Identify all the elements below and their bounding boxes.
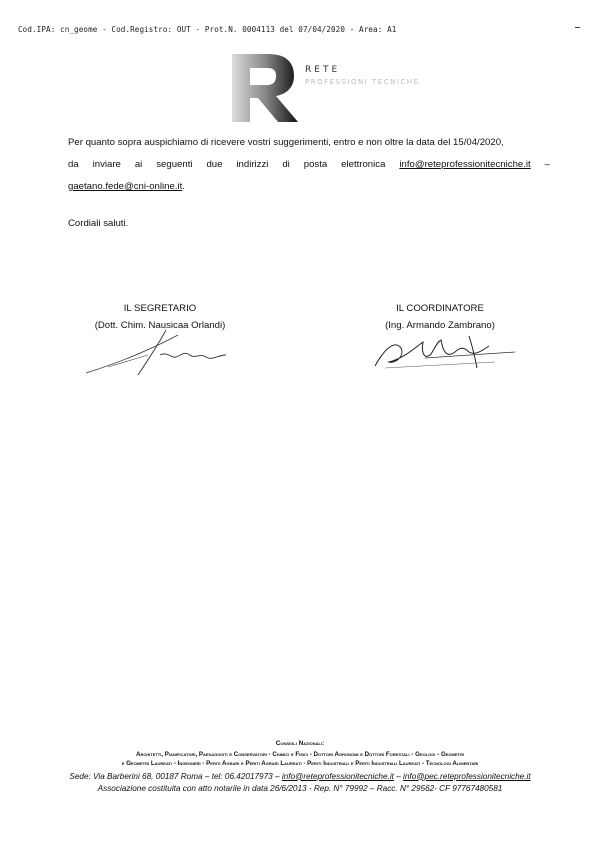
logo-subtitle: PROFESSIONI TECNICHE [305,78,420,86]
footer-title: Consigli Nazionali: [275,740,325,747]
corner-mark [575,27,580,28]
coordinator-role: IL COORDINATORE [396,303,484,314]
body-paragraph-line3 [68,181,550,193]
closing-greeting: Cordiali saluti. [68,218,129,229]
body-paragraph-line1: Per quanto sopra auspichiamo di ricevere vostri suggerimenti, entro e non oltre la data del 15/04/2020, [68,137,504,148]
footer-association: Associazione costituita con atto notarile in data 26/6/2013 - Rep. N° 79992 – Racc. N° 29562- CF 97767480581 [97,783,503,793]
email-link-rete[interactable]: info@reteprofessionitecniche.it [399,159,531,170]
secretary-role: IL SEGRETARIO [123,303,197,314]
body-dash: – [544,159,551,170]
signature-block-coordinator [340,303,540,331]
footer-councils-line1: Architetti, Pianificatori, Paesaggisti e Conservatori - Chimici e Fisici - Dottori Agronomi e Dottori Forestali - Geologi - Geometri [136,751,464,758]
logo-word: RETE [305,65,341,75]
body-period: . [182,181,185,192]
secretary-signature-icon [78,325,238,380]
footer-pec-link[interactable]: info@pec.reteprofessionitecniche.it [403,771,531,781]
letterhead-footer [0,740,600,795]
footer-address [0,771,600,783]
footer-email-link[interactable]: info@reteprofessionitecniche.it [281,771,394,781]
footer-address-prefix: Sede: Via Barberini 68, 00187 Roma – tel: 06.42017973 – [69,771,280,781]
rete-r-logo-icon [210,48,305,128]
secretary-name: (Dott. Chim. Nausicaa Orlandi) [94,320,226,331]
footer-councils-line2: e Geometri Laureati - Ingegneri - Periti Agrari e Periti Agrari Laureati - Periti Industriali e Periti Industriali Laureati - Tecnologi Alimentari [121,760,479,768]
footer-address-sep: – [396,771,401,781]
email-link-fede[interactable]: gaetano.fede@cni-online.it [68,181,183,192]
coordinator-signature-icon [365,328,525,373]
protocol-stamp: Cod.IPA: cn_geome - Cod.Registro: OUT - Prot.N. 0004113 del 07/04/2020 - Area: A1 [18,25,397,34]
body-paragraph-line2 [68,159,550,171]
coordinator-name: (Ing. Armando Zambrano) [385,320,495,331]
rete-logo [210,48,420,128]
body-paragraph-line2-prefix: da inviare ai seguenti due indirizzi di posta elettronica [68,159,386,170]
